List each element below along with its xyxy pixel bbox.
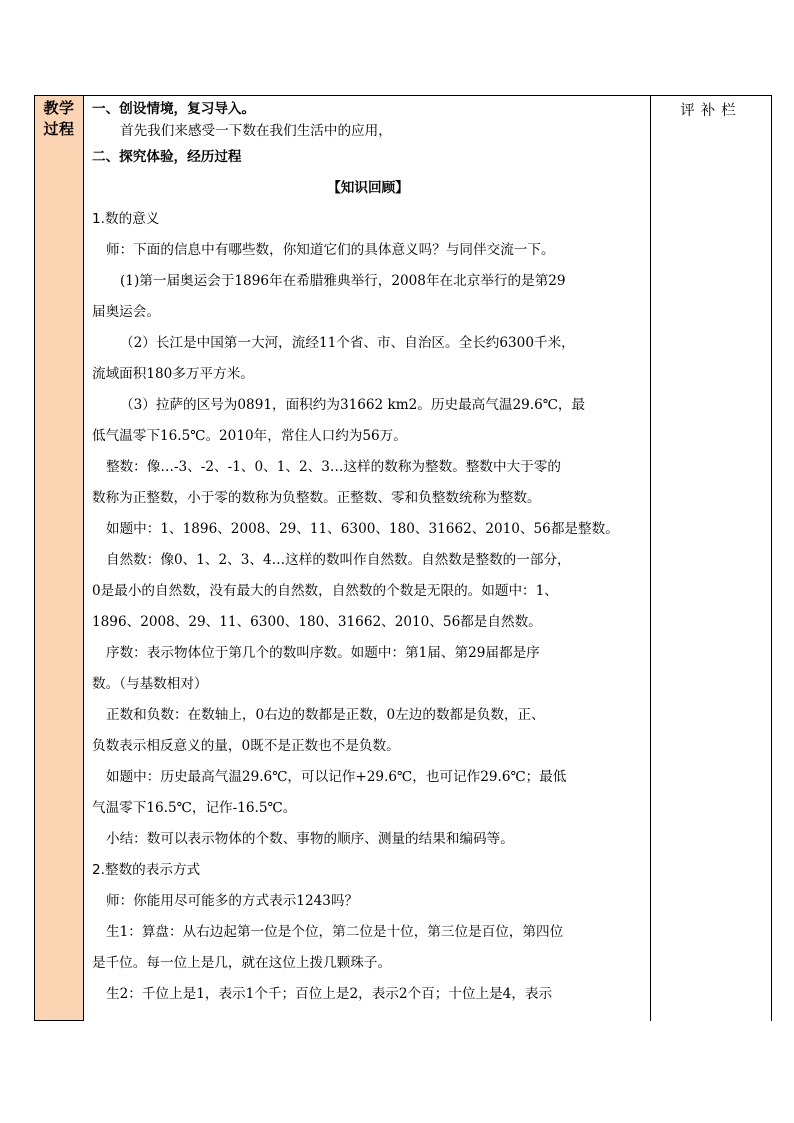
heading-explore: 二、探究体验，经历过程 bbox=[92, 149, 242, 165]
notes-column-cell bbox=[651, 96, 772, 1021]
natural-def-line-1: 自然数：像0、1、2、3、4…这样的数叫作自然数。自然数是整数的一部分， bbox=[106, 552, 571, 568]
student-1-line-1: 生1：算盘：从右边起第一位是个位，第二位是十位，第三位是百位，第四位 bbox=[106, 924, 564, 940]
example-2-line-2: 流域面积180多万平方米。 bbox=[92, 366, 254, 382]
sign-def-line-1: 正数和负数：在数轴上，0右边的数都是正数，0左边的数都是负数，正、 bbox=[106, 707, 545, 723]
natural-def-line-2: 0是最小的自然数，没有最大的自然数，自然数的个数是无限的。如题中：1、 bbox=[92, 583, 558, 599]
integer-def-line-2: 数称为正整数，小于零的数称为负整数。正整数、零和负整数统称为整数。 bbox=[92, 490, 541, 506]
example-3-line-2: 低气温零下16.5℃。2010年，常住人口约为56万。 bbox=[92, 428, 407, 444]
section-label bbox=[35, 96, 83, 140]
example-3-line-1: （3）拉萨的区号为0891，面积约为31662 km2。历史最高气温29.6℃，最 bbox=[120, 397, 586, 413]
teacher-question-2: 师：你能用尽可能多的方式表示1243吗？ bbox=[106, 893, 359, 909]
example-2-line-1: （2）长江是中国第一大河，流经11个省、市、自治区。全长约6300千米， bbox=[120, 335, 575, 351]
natural-def-line-3: 1896、2008、29、11、6300、180、31662、2010、56都是自然数。 bbox=[92, 614, 542, 630]
student-1-line-2: 是千位。每一位上是几，就在这位上拨几颗珠子。 bbox=[92, 955, 392, 971]
example-1-line-1: (1)第一届奥运会于1896年在希腊雅典举行，2008年在北京举行的是第29 bbox=[120, 273, 566, 289]
notes-header: 评补栏 bbox=[680, 103, 742, 119]
sign-example-line-1: 如题中：历史最高气温29.6℃，可以记作+29.6℃，也可记作29.6℃；最低 bbox=[106, 769, 567, 785]
heading-intro: 一、创设情境，复习导入。 bbox=[92, 101, 256, 117]
student-2-line-1: 生2：千位上是1，表示1个千；百位上是2，表示2个百；十位上是4，表示 bbox=[106, 986, 553, 1002]
ordinal-def-line-2: 数。（与基数相对） bbox=[92, 676, 208, 692]
section-representation-title: 2.整数的表示方式 bbox=[92, 862, 201, 878]
main-content bbox=[84, 96, 650, 1010]
sign-def-line-2: 负数表示相反意义的量，0既不是正数也不是负数。 bbox=[92, 738, 400, 754]
section-label-line-1: 教学 bbox=[43, 99, 75, 117]
integer-def-line-1: 整数：像…-3、-2、-1、0、1、2、3…这样的数称为整数。整数中大于零的 bbox=[106, 459, 561, 475]
section-label-cell bbox=[35, 96, 84, 1021]
summary: 小结：数可以表示物体的个数、事物的顺序、测量的结果和编码等。 bbox=[106, 831, 514, 847]
section-label-line-2: 过程 bbox=[43, 120, 75, 138]
integer-example: 如题中：1、1896、2008、29、11、6300、180、31662、2010、56都是整数。 bbox=[106, 521, 619, 537]
subheading-review: 【知识回顾】 bbox=[327, 180, 409, 196]
sign-example-line-2: 气温零下16.5℃，记作-16.5℃。 bbox=[92, 800, 297, 816]
main-content-cell bbox=[84, 96, 651, 1021]
example-1-line-2: 届奥运会。 bbox=[92, 304, 160, 320]
lesson-plan-table bbox=[34, 95, 772, 1021]
section-meaning-title: 1.数的意义 bbox=[92, 211, 160, 227]
teacher-question-1: 师：下面的信息中有哪些数，你知道它们的具体意义吗？与同伴交流一下。 bbox=[106, 242, 555, 258]
paragraph-intro: 首先我们来感受一下数在我们生活中的应用， bbox=[120, 123, 392, 139]
ordinal-def-line-1: 序数：表示物体位于第几个的数叫序数。如题中：第1届、第29届都是序 bbox=[106, 645, 540, 661]
